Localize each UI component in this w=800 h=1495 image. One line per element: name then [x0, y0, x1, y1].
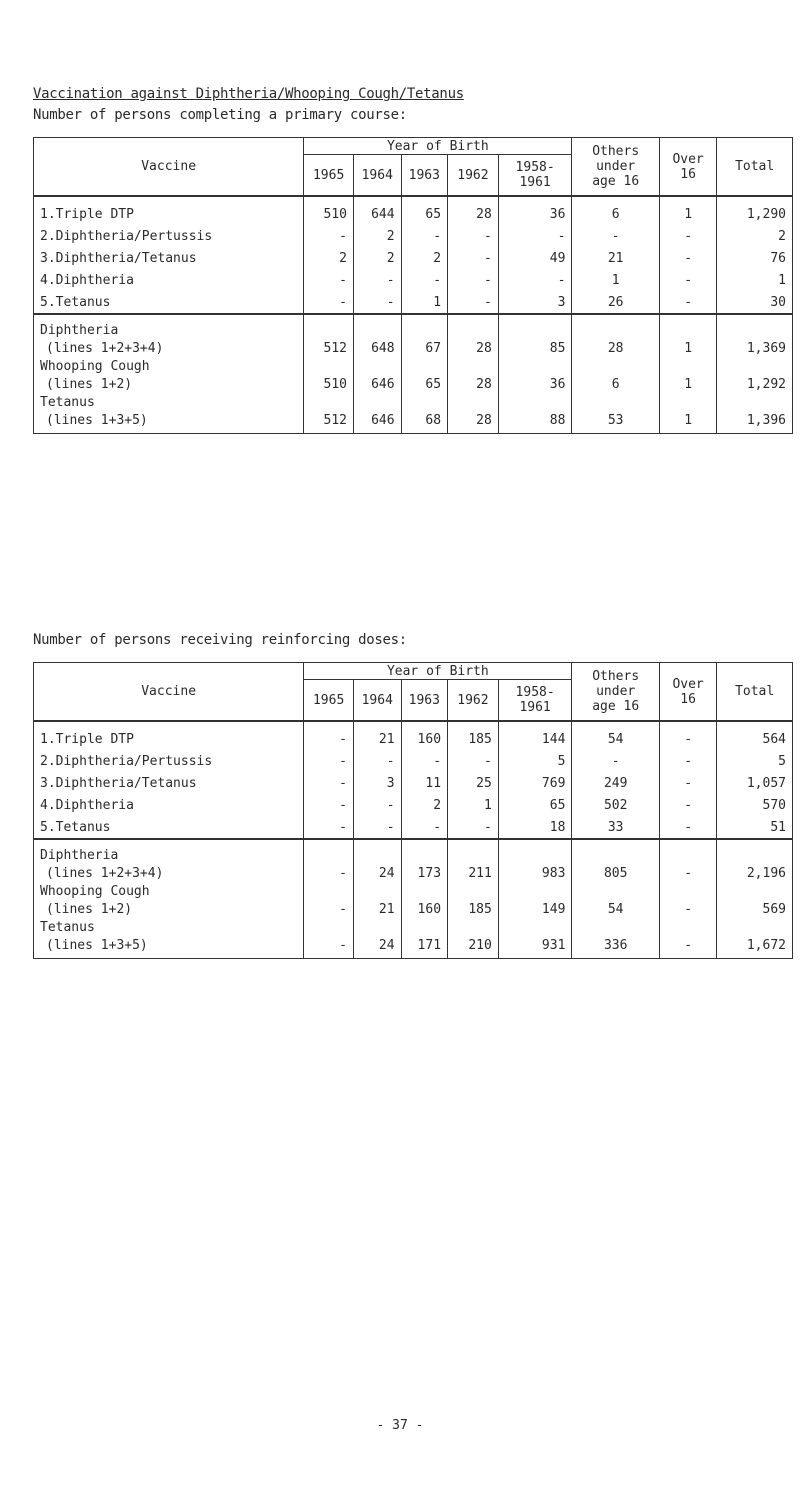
- table-row: [34, 772, 793, 794]
- summary-sublabel: (lines 1+3+5): [34, 411, 304, 434]
- summary-value-cell: 1,672: [717, 936, 793, 959]
- value-cell: 1: [448, 794, 499, 816]
- value-cell: 26: [572, 291, 660, 314]
- value-cell: -: [353, 750, 401, 772]
- summary-value-cell: 149: [498, 900, 572, 918]
- value-cell: -: [304, 721, 354, 750]
- summary-value-cell: 983: [498, 864, 572, 882]
- vaccine-label: 1.Triple DTP: [34, 721, 304, 750]
- summary-value-cell: 54: [572, 900, 660, 918]
- summary-row: [34, 839, 793, 864]
- year-1965-header: 1965: [304, 680, 354, 722]
- summary-value-cell: 6: [572, 375, 660, 393]
- summary-value-cell: 160: [401, 900, 447, 918]
- summary-value-cell: 1: [659, 411, 716, 434]
- value-cell: -: [448, 225, 499, 247]
- summary-value-cell: -: [659, 864, 716, 882]
- summary-value-cell: 36: [498, 375, 572, 393]
- summary-value-cell: 569: [717, 900, 793, 918]
- summary-value-cell: 28: [572, 339, 660, 357]
- table-row: [34, 196, 793, 225]
- value-cell: 510: [304, 196, 354, 225]
- value-cell: 249: [572, 772, 660, 794]
- value-cell: -: [353, 291, 401, 314]
- vaccine-header: Vaccine: [34, 138, 304, 197]
- value-cell: 6: [572, 196, 660, 225]
- summary-row-values: [34, 411, 793, 434]
- value-cell: 36: [498, 196, 572, 225]
- vaccine-label: 3.Diphtheria/Tetanus: [34, 772, 304, 794]
- value-cell: 54: [572, 721, 660, 750]
- year-1964-header: 1964: [353, 155, 401, 197]
- summary-row: [34, 918, 793, 936]
- summary-sublabel: (lines 1+2): [34, 375, 304, 393]
- summary-row: [34, 357, 793, 375]
- page-number: - 37 -: [376, 1418, 424, 1433]
- summary-sublabel: (lines 1+2+3+4): [34, 864, 304, 882]
- value-cell: 1: [401, 291, 447, 314]
- summary-row-values: [34, 864, 793, 882]
- table-row: [34, 816, 793, 839]
- summary-value-cell: 512: [304, 411, 354, 434]
- summary-value-cell: 512: [304, 339, 354, 357]
- summary-label: Whooping Cough: [34, 882, 304, 900]
- value-cell: 564: [717, 721, 793, 750]
- summary-value-cell: 2,196: [717, 864, 793, 882]
- section1-heading: Number of persons completing a primary course:: [33, 107, 407, 123]
- summary-value-cell: 88: [498, 411, 572, 434]
- section2-heading: Number of persons receiving reinforcing doses:: [33, 632, 407, 648]
- year-1964-header: 1964: [353, 680, 401, 722]
- value-cell: -: [448, 269, 499, 291]
- summary-label: Whooping Cough: [34, 357, 304, 375]
- summary-value-cell: 510: [304, 375, 354, 393]
- value-cell: -: [304, 750, 354, 772]
- summary-value-cell: 171: [401, 936, 447, 959]
- summary-label: Diphtheria: [34, 839, 304, 864]
- value-cell: 2: [304, 247, 354, 269]
- value-cell: 3: [498, 291, 572, 314]
- summary-value-cell: 1: [659, 339, 716, 357]
- value-cell: -: [401, 750, 447, 772]
- value-cell: 644: [353, 196, 401, 225]
- value-cell: 30: [717, 291, 793, 314]
- value-cell: -: [304, 816, 354, 839]
- summary-value-cell: 28: [448, 411, 499, 434]
- summary-row: [34, 314, 793, 339]
- value-cell: -: [659, 721, 716, 750]
- value-cell: -: [353, 794, 401, 816]
- value-cell: 65: [498, 794, 572, 816]
- value-cell: 21: [572, 247, 660, 269]
- summary-sublabel: (lines 1+3+5): [34, 936, 304, 959]
- value-cell: -: [659, 269, 716, 291]
- table-row: [34, 721, 793, 750]
- summary-row-values: [34, 936, 793, 959]
- value-cell: 160: [401, 721, 447, 750]
- year-1962-header: 1962: [448, 680, 499, 722]
- value-cell: -: [401, 816, 447, 839]
- value-cell: -: [304, 794, 354, 816]
- summary-value-cell: 65: [401, 375, 447, 393]
- vaccine-label: 2.Diphtheria/Pertussis: [34, 750, 304, 772]
- value-cell: -: [659, 247, 716, 269]
- summary-value-cell: 1,369: [717, 339, 793, 357]
- summary-sublabel: (lines 1+2): [34, 900, 304, 918]
- value-cell: 76: [717, 247, 793, 269]
- total-header: Total: [717, 663, 793, 722]
- summary-value-cell: 646: [353, 411, 401, 434]
- value-cell: 2: [353, 247, 401, 269]
- value-cell: -: [304, 269, 354, 291]
- year-of-birth-header: Year of Birth: [304, 138, 572, 155]
- summary-value-cell: 1: [659, 375, 716, 393]
- others-header: Others under age 16: [572, 138, 660, 197]
- value-cell: 65: [401, 196, 447, 225]
- value-cell: 2: [353, 225, 401, 247]
- value-cell: -: [304, 225, 354, 247]
- summary-value-cell: 24: [353, 864, 401, 882]
- summary-value-cell: -: [659, 936, 716, 959]
- summary-value-cell: 1,292: [717, 375, 793, 393]
- summary-value-cell: 211: [448, 864, 499, 882]
- value-cell: -: [659, 816, 716, 839]
- summary-value-cell: 173: [401, 864, 447, 882]
- summary-value-cell: 185: [448, 900, 499, 918]
- summary-value-cell: 53: [572, 411, 660, 434]
- value-cell: -: [659, 750, 716, 772]
- vaccine-label: 1.Triple DTP: [34, 196, 304, 225]
- vaccine-label: 2.Diphtheria/Pertussis: [34, 225, 304, 247]
- summary-value-cell: 210: [448, 936, 499, 959]
- value-cell: 1: [717, 269, 793, 291]
- value-cell: -: [401, 269, 447, 291]
- summary-label: Tetanus: [34, 918, 304, 936]
- year-1958-1961-header: 1958- 1961: [498, 155, 572, 197]
- table-row: [34, 225, 793, 247]
- summary-value-cell: 67: [401, 339, 447, 357]
- summary-value-cell: -: [304, 936, 354, 959]
- summary-value-cell: 1,396: [717, 411, 793, 434]
- value-cell: 144: [498, 721, 572, 750]
- value-cell: 1: [572, 269, 660, 291]
- value-cell: -: [448, 291, 499, 314]
- value-cell: 2: [401, 794, 447, 816]
- table-row: [34, 750, 793, 772]
- value-cell: -: [304, 772, 354, 794]
- year-1965-header: 1965: [304, 155, 354, 197]
- over-16-header: Over 16: [659, 138, 716, 197]
- value-cell: 33: [572, 816, 660, 839]
- value-cell: 18: [498, 816, 572, 839]
- summary-value-cell: 24: [353, 936, 401, 959]
- value-cell: -: [401, 225, 447, 247]
- vaccine-label: 4.Diphtheria: [34, 794, 304, 816]
- table-row: [34, 291, 793, 314]
- year-of-birth-header: Year of Birth: [304, 663, 572, 680]
- primary-course-table: [33, 137, 793, 434]
- value-cell: 25: [448, 772, 499, 794]
- vaccine-label: 5.Tetanus: [34, 816, 304, 839]
- summary-value-cell: 28: [448, 375, 499, 393]
- value-cell: 2: [717, 225, 793, 247]
- summary-value-cell: 28: [448, 339, 499, 357]
- value-cell: -: [448, 816, 499, 839]
- value-cell: 185: [448, 721, 499, 750]
- value-cell: 502: [572, 794, 660, 816]
- value-cell: -: [498, 225, 572, 247]
- year-1963-header: 1963: [401, 155, 447, 197]
- value-cell: 769: [498, 772, 572, 794]
- summary-value-cell: 68: [401, 411, 447, 434]
- summary-row: [34, 393, 793, 411]
- table-row: [34, 794, 793, 816]
- value-cell: -: [659, 291, 716, 314]
- value-cell: -: [448, 750, 499, 772]
- value-cell: 2: [401, 247, 447, 269]
- reinforcing-doses-table: [33, 662, 793, 959]
- summary-row-values: [34, 900, 793, 918]
- page-title: Vaccination against Diphtheria/Whooping Cough/Tetanus: [33, 86, 464, 102]
- value-cell: -: [304, 291, 354, 314]
- summary-value-cell: 21: [353, 900, 401, 918]
- value-cell: -: [572, 750, 660, 772]
- value-cell: -: [572, 225, 660, 247]
- summary-value-cell: 336: [572, 936, 660, 959]
- value-cell: 21: [353, 721, 401, 750]
- vaccine-label: 3.Diphtheria/Tetanus: [34, 247, 304, 269]
- table-row: [34, 269, 793, 291]
- vaccine-label: 4.Diphtheria: [34, 269, 304, 291]
- value-cell: 49: [498, 247, 572, 269]
- others-header: Others under age 16: [572, 663, 660, 722]
- year-1962-header: 1962: [448, 155, 499, 197]
- value-cell: 28: [448, 196, 499, 225]
- summary-row-values: [34, 339, 793, 357]
- value-cell: -: [498, 269, 572, 291]
- summary-row: [34, 882, 793, 900]
- summary-value-cell: -: [304, 900, 354, 918]
- summary-value-cell: 931: [498, 936, 572, 959]
- summary-value-cell: 805: [572, 864, 660, 882]
- value-cell: 5: [498, 750, 572, 772]
- value-cell: 5: [717, 750, 793, 772]
- value-cell: -: [659, 794, 716, 816]
- summary-row-values: [34, 375, 793, 393]
- summary-label: Tetanus: [34, 393, 304, 411]
- value-cell: -: [659, 772, 716, 794]
- value-cell: -: [448, 247, 499, 269]
- table-row: [34, 247, 793, 269]
- value-cell: -: [353, 816, 401, 839]
- vaccine-label: 5.Tetanus: [34, 291, 304, 314]
- year-1963-header: 1963: [401, 680, 447, 722]
- total-header: Total: [717, 138, 793, 197]
- value-cell: 1,057: [717, 772, 793, 794]
- value-cell: 51: [717, 816, 793, 839]
- summary-sublabel: (lines 1+2+3+4): [34, 339, 304, 357]
- vaccine-header: Vaccine: [34, 663, 304, 722]
- over-16-header: Over 16: [659, 663, 716, 722]
- year-1958-1961-header: 1958- 1961: [498, 680, 572, 722]
- summary-label: Diphtheria: [34, 314, 304, 339]
- value-cell: 1,290: [717, 196, 793, 225]
- summary-value-cell: 646: [353, 375, 401, 393]
- value-cell: 570: [717, 794, 793, 816]
- summary-value-cell: -: [659, 900, 716, 918]
- value-cell: 1: [659, 196, 716, 225]
- summary-value-cell: 85: [498, 339, 572, 357]
- summary-value-cell: -: [304, 864, 354, 882]
- value-cell: 11: [401, 772, 447, 794]
- summary-value-cell: 648: [353, 339, 401, 357]
- value-cell: -: [353, 269, 401, 291]
- value-cell: 3: [353, 772, 401, 794]
- value-cell: -: [659, 225, 716, 247]
